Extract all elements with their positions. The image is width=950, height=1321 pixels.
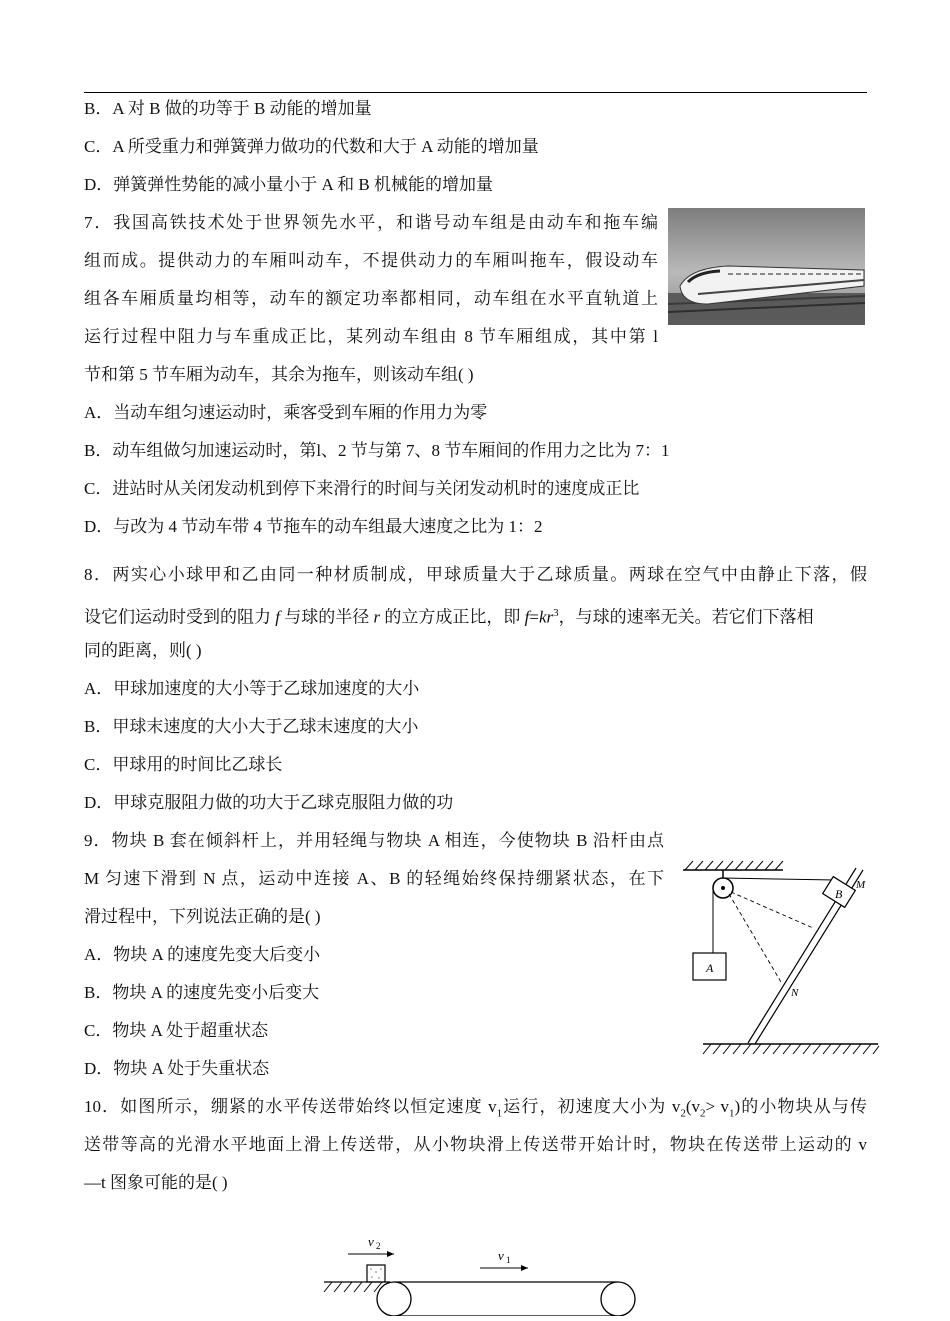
v2-subscript: 2: [376, 1241, 381, 1251]
q9-stem-line-2: M 匀速下滑到 N 点，运动中连接 A、B 的轻绳始终保持绷紧状态，在下: [84, 869, 664, 888]
block-b-label: B: [835, 887, 843, 901]
q10-text-d: > v: [705, 1097, 729, 1116]
q7-stem-line-1: 7．我国高铁技术处于世界领先水平，和谐号动车组是由动车和拖车编: [84, 213, 658, 232]
q7-option-c: C．进站时从关闭发动机到停下来滑行的时间与关闭发动机时的速度成正比: [84, 479, 640, 498]
point-n-label: N: [791, 987, 799, 999]
q8-stem-line-1: 8．两实心小球甲和乙由同一种材质制成，甲球质量大于乙球质量。两球在空气中由静止下落，假: [84, 565, 867, 584]
q8-text-b: 与球的半径: [279, 607, 374, 627]
q7-option-a: A．当动车组匀速运动时，乘客受到车厢的作用力为零: [84, 403, 488, 422]
q7-option-d: D．与改为 4 节动车带 4 节拖车的动车组最大速度之比为 1：2: [84, 517, 543, 536]
q8-eq-kr: kr: [538, 607, 554, 627]
q10-stem-line-1: [84, 1095, 867, 1125]
conveyor-belt-diagram: [318, 1228, 648, 1316]
pulley-rod-diagram: [673, 850, 883, 1060]
q9-option-b: B．物块 A 的速度先变小后变大: [84, 983, 320, 1002]
q9-option-a: A．物块 A 的速度先变大后变小: [84, 945, 321, 964]
v1-label: v: [498, 1248, 504, 1263]
q8-option-d: D．甲球克服阻力做的功大于乙球克服阻力做的功: [84, 793, 454, 812]
q7-stem-line-3: 组各车厢质量均相等，动车的额定功率都相同，动车组在水平直轨道上: [84, 289, 658, 308]
q8-option-c: C．甲球用的时间比乙球长: [84, 755, 283, 774]
q8-option-a: A．甲球加速度的大小等于乙球加速度的大小: [84, 679, 420, 698]
q6-option-c: C．A 所受重力和弹簧弹力做功的代数和大于 A 动能的增加量: [84, 137, 539, 156]
train-photo: [668, 208, 865, 325]
q10-sub-1: 1: [496, 1107, 503, 1120]
q10-text-a: 10．如图所示，绷紧的水平传送带始终以恒定速度 v: [84, 1097, 497, 1116]
q8-stem-line-2: [84, 601, 814, 630]
q9-stem-line-3: 滑过程中，下列说法正确的是( ): [84, 907, 321, 926]
q8-var-f: f: [275, 607, 280, 627]
q6-option-d: D．弹簧弹性势能的减小量小于 A 和 B 机械能的增加量: [84, 175, 493, 194]
q8-option-b: B．甲球末速度的大小大于乙球末速度的大小: [84, 717, 419, 736]
q6-option-b: B．A 对 B 做的功等于 B 动能的增加量: [84, 99, 372, 118]
q8-text-a: 设它们运动时受到的阻力: [84, 607, 276, 627]
q8-eq-f: f: [524, 607, 530, 627]
q10-text-e: )的小物块从与传: [734, 1097, 868, 1116]
point-m-label: M: [856, 879, 866, 891]
q10-text-c: (v: [685, 1097, 700, 1116]
q9-option-c: C．物块 A 处于超重状态: [84, 1021, 269, 1040]
q9-option-d: D．物块 A 处于失重状态: [84, 1059, 270, 1078]
q7-stem-line-4: 运行过程中阻力与车重成正比，某列动车组由 8 节车厢组成，其中第 l: [84, 327, 658, 346]
q8-text-d: ，与球的速率无关。若它们下落相: [558, 607, 814, 627]
v2-label: v: [368, 1234, 374, 1249]
q8-stem-line-3: 同的距离，则( ): [84, 641, 202, 660]
q9-stem-line-1: 9．物块 B 套在倾斜杆上，并用轻绳与物块 A 相连，今使物块 B 沿杆由点: [84, 831, 664, 850]
block-a-label: A: [706, 961, 714, 975]
q10-text-b: 运行，初速度大小为 v: [502, 1097, 681, 1116]
q7-stem-line-5: 节和第 5 节车厢为动车，其余为拖车，则该动车组( ): [84, 365, 474, 384]
v1-subscript: 1: [506, 1255, 511, 1265]
q10-stem-line-2: 送带等高的光滑水平地面上滑上传送带，从小物块滑上传送带开始计时，物块在传送带上运动的 v: [84, 1135, 867, 1154]
q10-stem-line-3: —t 图象可能的是( ): [84, 1173, 228, 1192]
q8-var-r: r: [373, 607, 381, 627]
q8-eq-exponent: 3: [553, 607, 559, 619]
q8-eq-sign: =: [529, 607, 539, 627]
q10-sub-4: 1: [728, 1107, 735, 1120]
q7-option-b: B．动车组做匀加速运动时，第l、2 节与第 7、8 节车厢间的作用力之比为 7：1: [84, 441, 670, 460]
q10-sub-2: 2: [680, 1107, 686, 1120]
header-rule: [84, 92, 867, 93]
q7-stem-line-2: 组而成。提供动力的车厢叫动车，不提供动力的车厢叫拖车，假设动车: [84, 251, 658, 270]
q8-text-c: 的立方成正比，即: [380, 607, 525, 627]
q10-sub-3: 2: [700, 1107, 706, 1120]
